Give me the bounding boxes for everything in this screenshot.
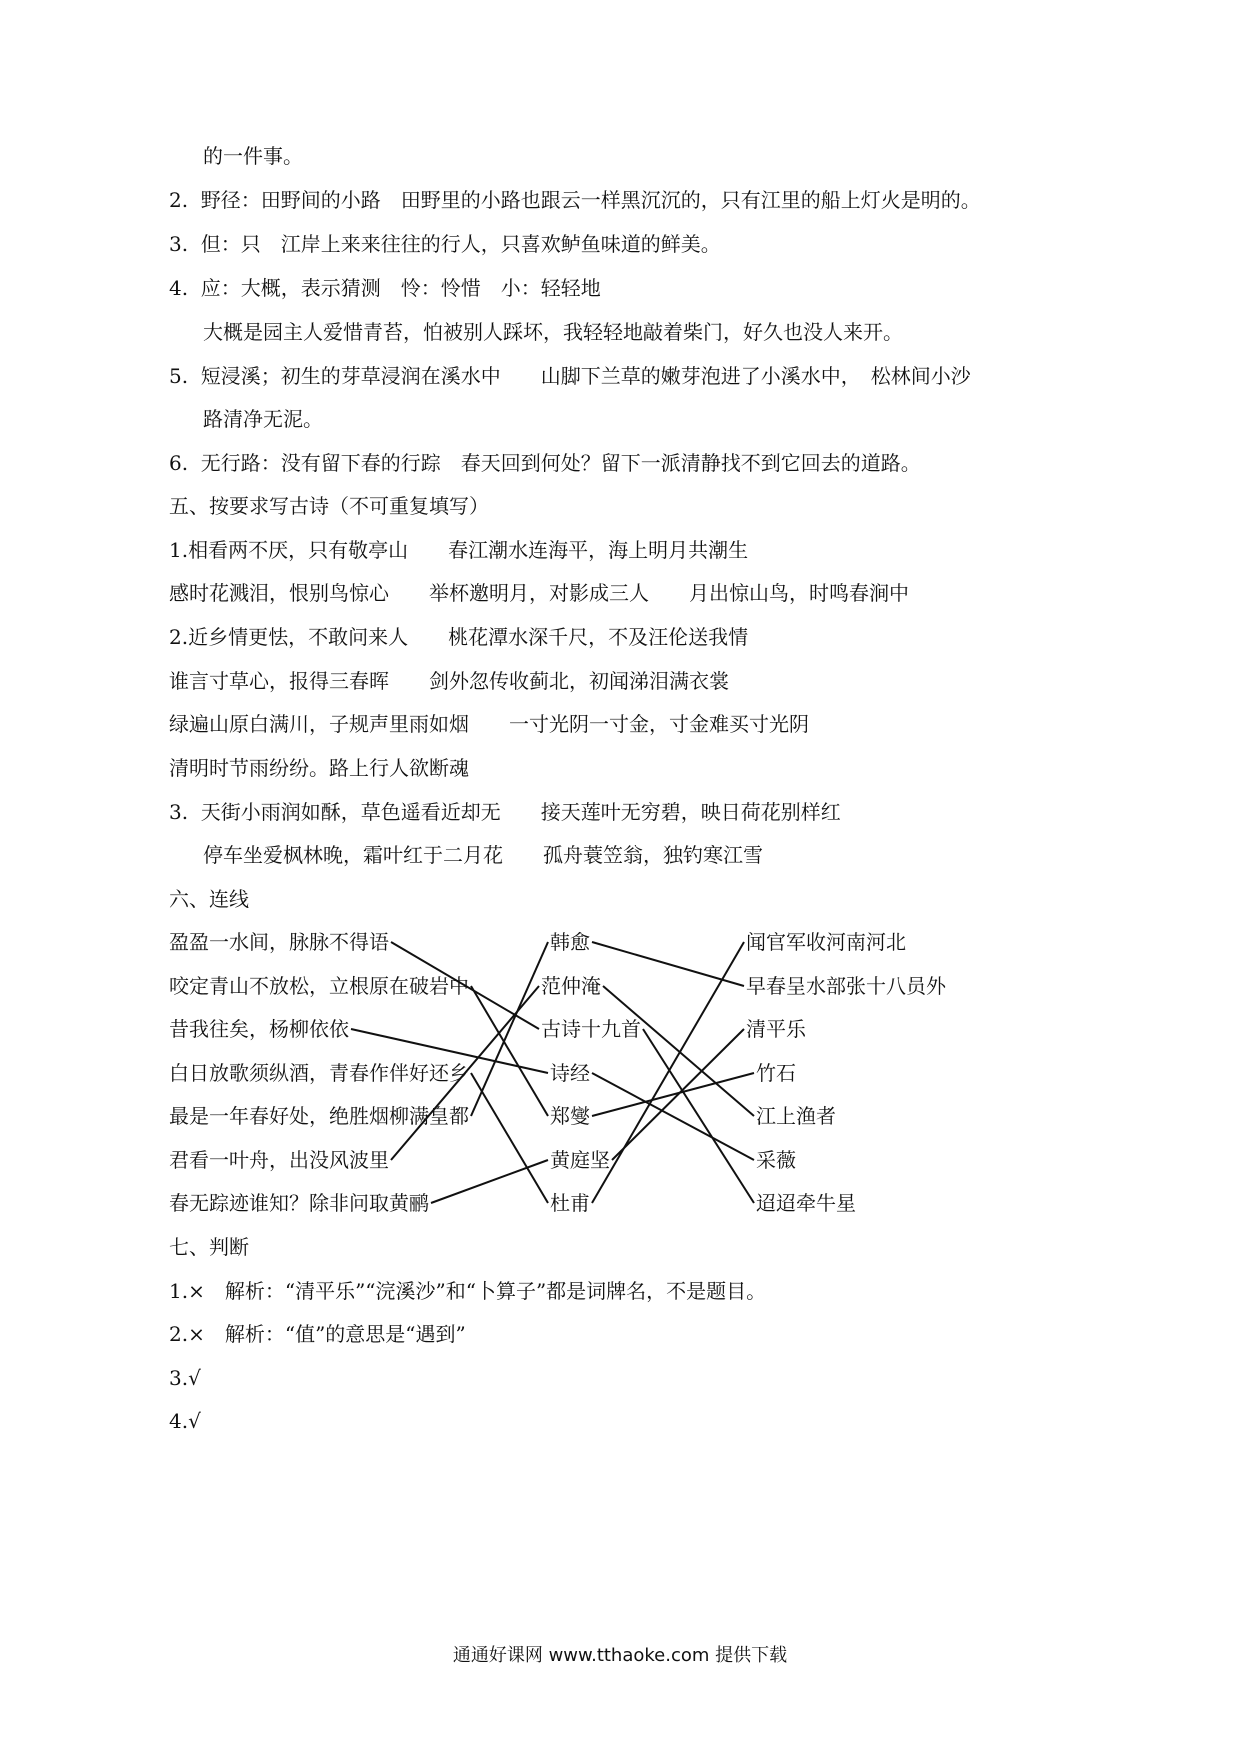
match-line-middle-right [592,942,744,1203]
author: 杜甫 [550,1191,590,1215]
poem-line: 清明时节雨纷纷。路上行人欲断魂 [169,756,469,780]
answer-4-line-2: 大概是园主人爱惜青苔，怕被别人踩坏，我轻轻地敲着柴门，好久也没人来开。 [203,320,903,344]
answer-6: 6. 无行路：没有留下春的行踪 春天回到何处？留下一派清静找不到它回去的道路。 [169,451,921,475]
left-verse: 咬定青山不放松，立根原在破岩中 [169,974,469,998]
left-verse: 最是一年春好处，绝胜烟柳满皇都 [169,1104,469,1128]
match-line-middle-right [603,986,754,1116]
poem-line: 感时花溅泪，恨别鸟惊心 举杯邀明月，对影成三人 月出惊山鸟，时鸣春涧中 [169,581,909,605]
answer-4-line-1: 4. 应：大概，表示猜测 怜：怜惜 小：轻轻地 [169,276,601,300]
section-7-heading: 七、判断 [169,1235,249,1259]
judgement-4: 4.√ [169,1409,201,1433]
poem-line: 谁言寸草心，报得三春晖 剑外忽传收蓟北，初闻涕泪满衣裳 [169,669,729,693]
author: 韩愈 [550,930,590,954]
footer-credit: 通通好课网 www.tthaoke.com 提供下载 [452,1645,788,1666]
left-verse: 盈盈一水间，脉脉不得语 [169,930,389,954]
poem-title: 清平乐 [746,1017,806,1041]
author: 古诗十九首 [541,1017,641,1041]
left-verse: 君看一叶舟，出没风波里 [169,1148,389,1172]
judgement-3: 3.√ [169,1366,201,1390]
section-6-heading: 六、连线 [169,887,249,911]
poem-title: 竹石 [756,1061,796,1085]
answer-1-continuation: 的一件事。 [203,144,303,168]
left-verse: 昔我往矣，杨柳依依 [169,1017,349,1041]
poem-line: 3. 天街小雨润如酥，草色遥看近却无 接天莲叶无穷碧，映日荷花别样红 [169,800,841,824]
section-5-heading: 五、按要求写古诗（不可重复填写） [169,494,489,518]
match-line-left-middle [471,942,548,1116]
author: 黄庭坚 [550,1148,610,1172]
match-line-left-middle [431,1160,548,1203]
poem-line: 停车坐爱枫林晚，霜叶红于二月花 孤舟蓑笠翁，独钓寒江雪 [203,843,763,867]
author: 诗经 [550,1061,590,1085]
answer-2: 2. 野径：田野间的小路 田野里的小路也跟云一样黑沉沉的，只有江里的船上灯火是明的。 [169,188,981,212]
judgement-1: 1.× 解析：“清平乐”“浣溪沙”和“卜算子”都是词牌名，不是题目。 [169,1279,767,1303]
left-verse: 春无踪迹谁知？除非问取黄鹂 [169,1191,429,1215]
match-line-middle-right [592,1073,754,1160]
poem-title: 江上渔者 [756,1104,836,1128]
answer-5-line-2: 路清净无泥。 [203,407,323,431]
poem-title: 采薇 [756,1148,796,1172]
answer-3: 3. 但：只 江岸上来来往往的行人，只喜欢鲈鱼味道的鲜美。 [169,232,721,256]
poem-title: 早春呈水部张十八员外 [746,974,946,998]
match-line-middle-right [643,1029,754,1203]
poem-line: 1.相看两不厌，只有敬亭山 春江潮水连海平，海上明月共潮生 [169,538,749,562]
left-verse: 白日放歌须纵酒，青春作伴好还乡 [169,1061,469,1085]
author: 范仲淹 [541,974,601,998]
poem-line: 绿遍山原白满川，子规声里雨如烟 一寸光阴一寸金，寸金难买寸光阴 [169,712,809,736]
poem-title: 迢迢牵牛星 [756,1191,856,1215]
author: 郑燮 [550,1104,590,1128]
answer-5-line-1: 5. 短浸溪；初生的芽草浸润在溪水中 山脚下兰草的嫩芽泡进了小溪水中， 松林间小沙 [169,364,971,388]
judgement-2: 2.× 解析：“值”的意思是“遇到” [169,1322,466,1346]
poem-line: 2.近乡情更怯，不敢问来人 桃花潭水深千尺，不及汪伦送我情 [169,625,749,649]
poem-title: 闻官军收河南河北 [746,930,906,954]
